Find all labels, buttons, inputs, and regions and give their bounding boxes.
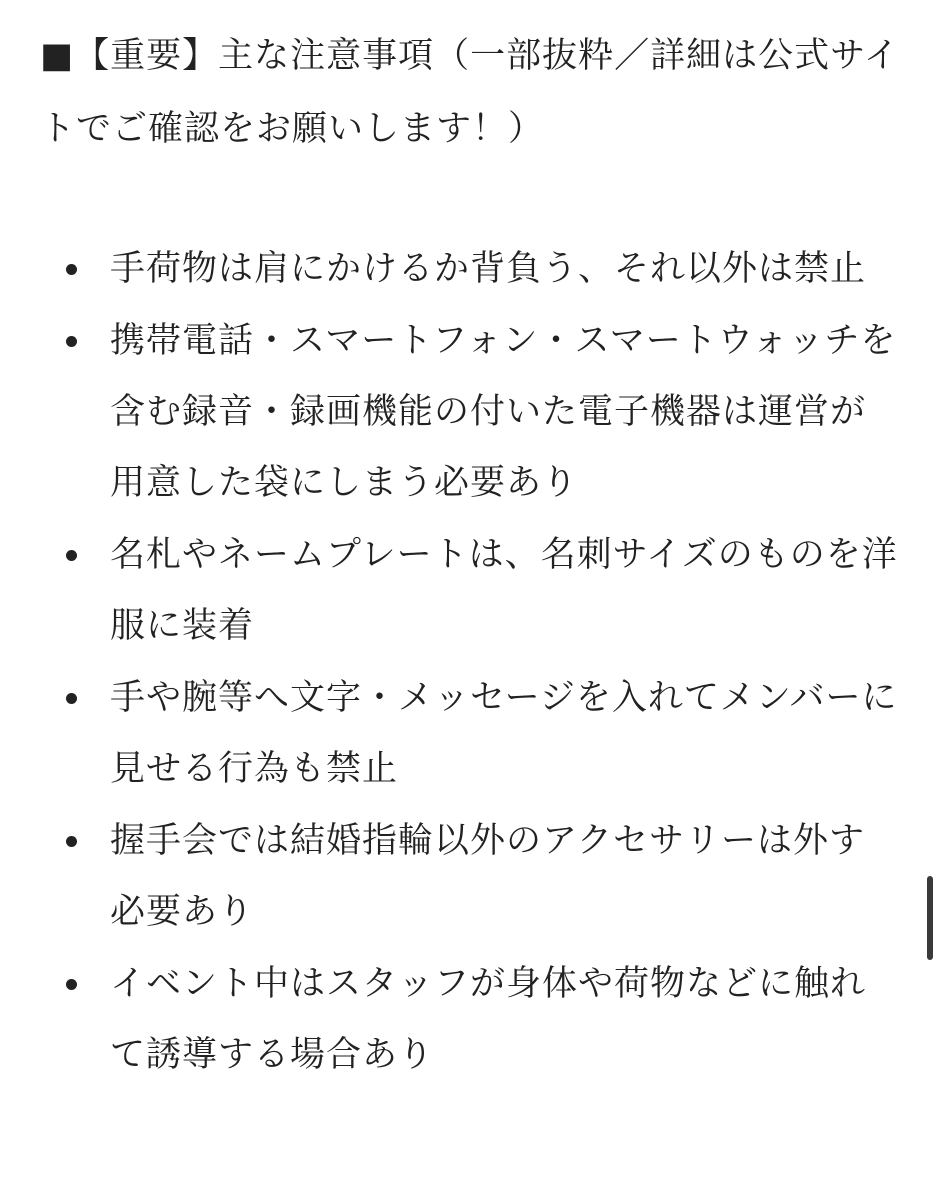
list-item bbox=[40, 234, 900, 305]
list-item bbox=[40, 306, 900, 519]
list-item bbox=[40, 520, 900, 662]
list-item bbox=[40, 806, 900, 948]
notice-content bbox=[40, 20, 900, 1075]
notice-list bbox=[40, 234, 900, 1091]
list-item-text: 手や腕等へ文字・メッセージを入れてメンバーに見せる行為も禁止 bbox=[110, 678, 898, 789]
scrollbar-thumb[interactable] bbox=[927, 876, 933, 960]
list-item-text: 握手会では結婚指輪以外のアクセサリーは外す必要あり bbox=[110, 821, 865, 932]
list-item bbox=[40, 663, 900, 805]
list-item bbox=[40, 949, 900, 1091]
bullet-icon bbox=[66, 550, 77, 561]
bullet-icon bbox=[66, 264, 77, 275]
notice-heading: ■【重要】主な注意事項（一部抜粋／詳細は公式サイトでご確認をお願いします！） bbox=[40, 36, 900, 149]
list-item-text: イベント中はスタッフが身体や荷物などに触れて誘導する場合あり bbox=[110, 964, 867, 1075]
bullet-icon bbox=[66, 693, 77, 704]
list-item-text: 携帯電話・スマートフォン・スマートウォッチを含む録音・録画機能の付いた電子機器は運営が用意した袋にしまう必要あり bbox=[110, 321, 897, 503]
list-item-text: 手荷物は肩にかけるか背負う、それ以外は禁止 bbox=[110, 249, 867, 289]
list-item-text: 名札やネームプレートは、名刺サイズのものを洋服に装着 bbox=[110, 535, 898, 646]
bullet-icon bbox=[66, 836, 77, 847]
bullet-icon bbox=[66, 979, 77, 990]
bullet-icon bbox=[66, 336, 77, 347]
